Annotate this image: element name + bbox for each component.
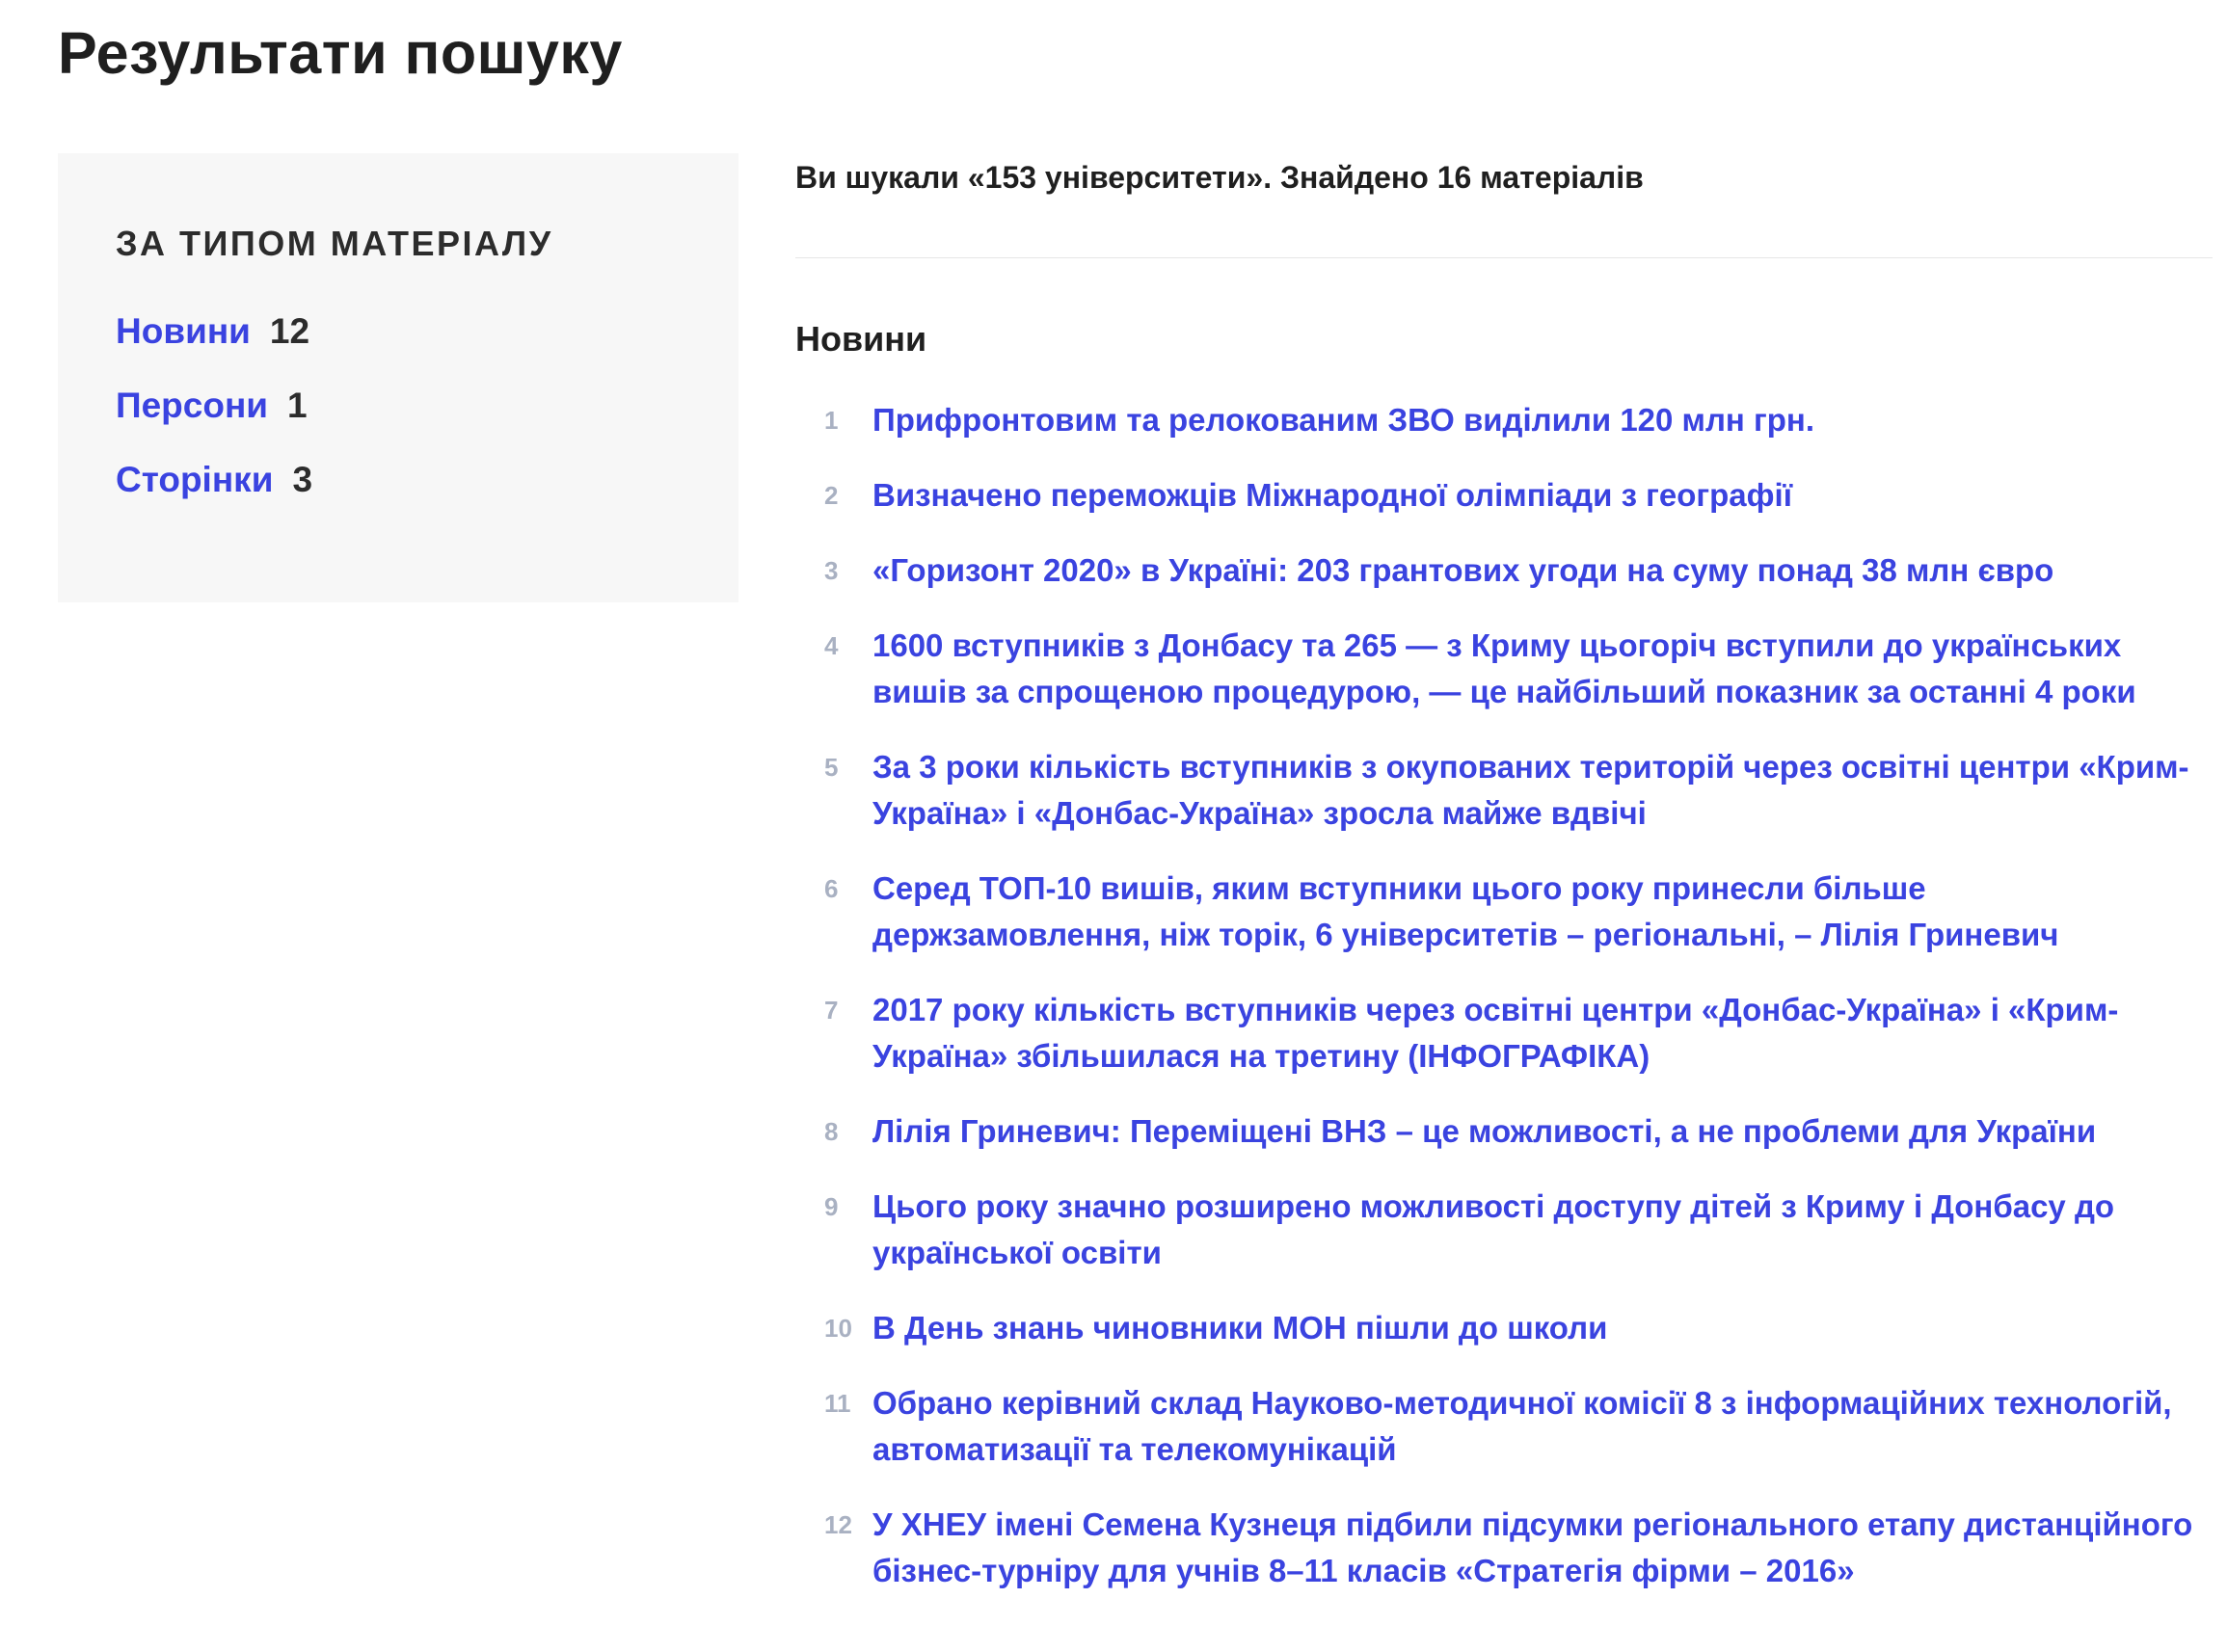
result-number: 11 — [824, 1389, 851, 1419]
filter-label[interactable]: Новини — [116, 311, 251, 351]
results-main — [795, 153, 2213, 1623]
list-item — [795, 397, 2213, 443]
result-link[interactable]: 2017 року кількість вступників через освітні центри «Донбас-Україна» і «Крим-Україна» збільшилася на третину (ІНФОГРАФІКА) — [872, 992, 2119, 1075]
page-title: Результати пошуку — [58, 20, 623, 86]
list-item — [795, 866, 2213, 958]
divider — [795, 257, 2213, 258]
list-item — [795, 1305, 2213, 1351]
result-number: 1 — [824, 406, 839, 436]
list-item — [795, 1108, 2213, 1155]
result-number: 2 — [824, 481, 839, 511]
result-link[interactable]: Визначено переможців Міжнародної олімпіади з географії — [872, 477, 1792, 514]
result-number: 8 — [824, 1117, 839, 1147]
result-link[interactable]: Цього року значно розширено можливості доступу дітей з Криму і Донбасу до української освіти — [872, 1188, 2115, 1271]
list-item — [795, 1184, 2213, 1276]
result-number: 9 — [824, 1192, 839, 1222]
result-link[interactable]: В День знань чиновники МОН пішли до школи — [872, 1310, 1608, 1346]
search-summary: Ви шукали «153 університети». Знайдено 16 матеріалів — [795, 160, 1644, 195]
section-title-news: Новини — [795, 319, 927, 360]
result-number: 5 — [824, 753, 839, 783]
result-link[interactable]: Прифронтовим та релокованим ЗВО виділили 120 млн грн. — [872, 402, 1815, 439]
filter-count: 1 — [287, 386, 308, 425]
result-number: 10 — [824, 1314, 852, 1344]
filter-label[interactable]: Сторінки — [116, 460, 274, 499]
list-item — [795, 1380, 2213, 1473]
filter-heading: ЗА ТИПОМ МАТЕРІАЛУ — [116, 224, 553, 263]
list-item — [795, 744, 2213, 837]
list-item — [795, 623, 2213, 715]
results-list — [795, 397, 2213, 1594]
list-item — [795, 1502, 2213, 1594]
result-link[interactable]: Серед ТОП-10 вишів, яким вступники цього року принесли більше держзамовлення, ніж торік, 6 університетів – регіональні, – Лілія Гриневич — [872, 870, 2059, 953]
result-link[interactable]: За 3 роки кількість вступників з окупованих територій через освітні центри «Крим-Україна» і «Донбас-Україна» зросла майже вдвічі — [872, 749, 2189, 832]
list-item — [795, 987, 2213, 1079]
filter-item-news[interactable] — [116, 311, 681, 386]
result-number: 3 — [824, 556, 839, 586]
filter-count: 3 — [292, 460, 313, 499]
result-link[interactable]: 1600 вступників з Донбасу та 265 — з Криму цьогоріч вступили до українських вишів за спрощеною процедурою, — це найбільший показник за останні 4 роки — [872, 627, 2136, 710]
filter-item-persons[interactable] — [116, 386, 681, 460]
result-number: 12 — [824, 1510, 852, 1540]
filter-sidebar — [58, 153, 738, 602]
result-number: 6 — [824, 874, 839, 904]
list-item — [795, 472, 2213, 519]
result-link[interactable]: У ХНЕУ імені Семена Кузнеця підбили підсумки регіонального етапу дистанційного бізнес-турніру для учнів 8–11 класів «Стратегія фірми – 2016» — [872, 1506, 2193, 1589]
list-item — [795, 547, 2213, 594]
filter-count: 12 — [269, 311, 310, 351]
result-link[interactable]: «Горизонт 2020» в Україні: 203 грантових угоди на суму понад 38 млн євро — [872, 552, 2054, 589]
result-link[interactable]: Лілія Гриневич: Переміщені ВНЗ – це можливості, а не проблеми для України — [872, 1113, 2097, 1150]
result-link[interactable]: Обрано керівний склад Науково-методичної комісії 8 з інформаційних технологій, автоматизації та телекомунікацій — [872, 1385, 2172, 1468]
filter-item-pages[interactable] — [116, 460, 681, 534]
filter-label[interactable]: Персони — [116, 386, 269, 425]
result-number: 4 — [824, 631, 839, 661]
result-number: 7 — [824, 996, 839, 1026]
